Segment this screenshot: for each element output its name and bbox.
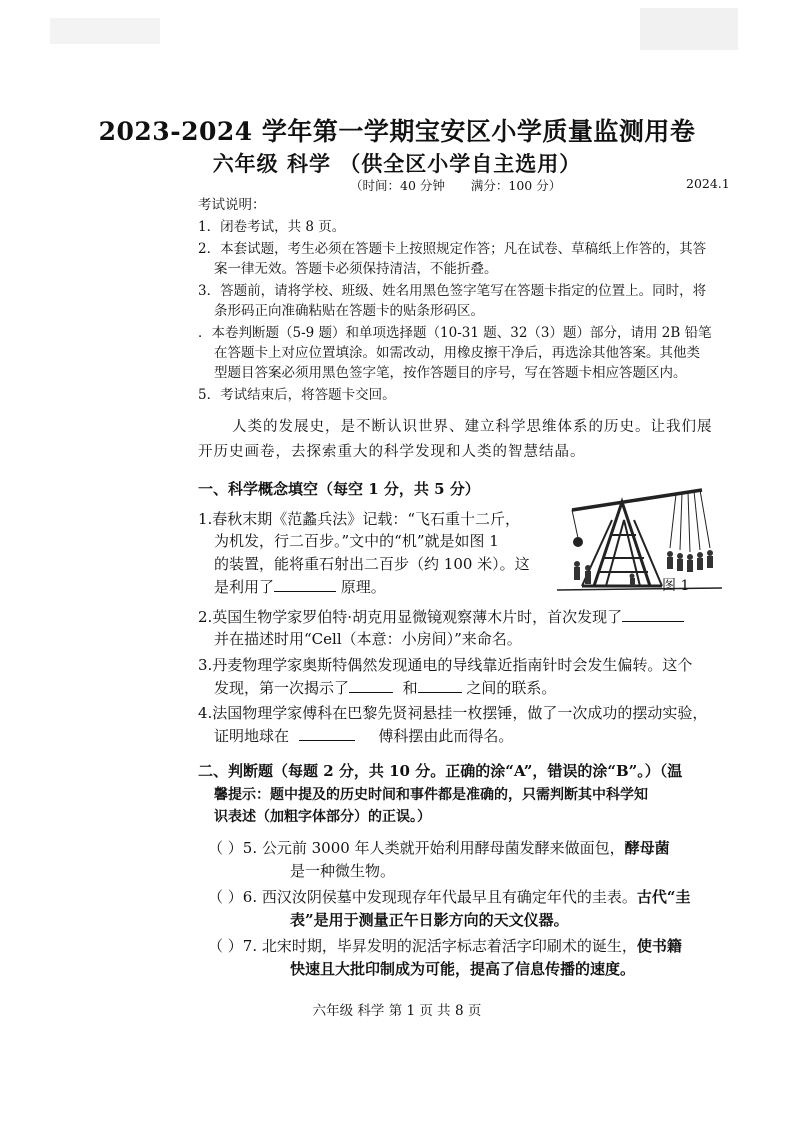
- section-1-heading: 一、科学概念填空（每空 1 分，共 5 分）: [198, 480, 480, 498]
- instruction-line: 型题目答案必须用黑色签字笔，按作答题目的序号，写在答题卡相应答题区内。: [214, 365, 687, 381]
- q4-answer-blank[interactable]: [299, 726, 355, 741]
- q1-answer-blank[interactable]: [274, 577, 336, 592]
- page-footer: 六年级 科学 第 1 页 共 8 页: [312, 1003, 482, 1019]
- q2-line-2: 并在描述时用“Cell（本意：小房间）”来命名。: [214, 630, 522, 648]
- q4-line-1: 4.法国物理学家傅科在巴黎先贤祠悬挂一枚摆锤，做了一次成功的摆动实验，: [198, 704, 708, 722]
- section-2-tip-2: 识表述（加粗字体部分）的正误。）: [214, 809, 431, 825]
- q2-answer-blank[interactable]: [622, 607, 684, 622]
- instruction-line: 3．答题前，请将学校、班级、姓名用黑色签字笔写在答题卡指定的位置上。同时，将: [198, 283, 707, 299]
- section-2-heading: 二、判断题（每题 2 分，共 10 分。正确的涂“A”，错误的涂“B”。）（温: [198, 762, 683, 780]
- scan-smudge-right: [640, 8, 738, 50]
- scan-smudge-left: [50, 18, 160, 44]
- q6-answer-bracket[interactable]: （ ）: [208, 888, 243, 906]
- intro-line-2: 开历史画卷，去探索重大的科学发现和人类的智慧结晶。: [198, 444, 586, 460]
- exam-meta: [350, 176, 583, 194]
- q5-answer-bracket[interactable]: （ ）: [208, 839, 243, 857]
- instruction-line: 1．闭卷考试，共 8 页。: [198, 219, 346, 235]
- q3-line-2: 发现，第一次揭示了 和 之间的联系。: [214, 679, 557, 697]
- q6-line-1: （ ）6. 西汉汝阴侯墓中发现现存年代最早且有确定年代的圭表。古代“圭: [208, 888, 691, 906]
- instructions-heading: 考试说明：: [198, 197, 266, 213]
- q3-answer-blank-2[interactable]: [418, 678, 462, 693]
- q5-line-2: 是一种微生物。: [290, 862, 396, 880]
- trebuchet-illustration: [552, 480, 727, 598]
- instruction-line: ．本卷判断题（5-9 题）和单项选择题（10-31 题、32（3）题）部分，请用 2B 铅笔: [198, 325, 712, 341]
- instruction-line: 在答题卡上对应位置填涂。如需改动，用橡皮擦干净后，再选涂其他答案。其他类: [214, 345, 700, 361]
- exam-subtitle: 六年级 科学 （供全区小学自主选用）: [212, 151, 582, 176]
- exam-score: 满分：100 分）: [470, 178, 562, 193]
- q7-line-2: 快速且大批印制成为可能，提高了信息传播的速度。: [290, 960, 636, 978]
- q7-line-1: （ ）7. 北宋时期，毕昇发明的泥活字标志着活字印刷术的诞生，使书籍: [208, 937, 682, 955]
- q6-line-2: 表”是用于测量正午日影方向的天文仪器。: [290, 911, 569, 929]
- q1-line-4: 是利用了 原理。: [214, 578, 386, 596]
- q3-line-1: 3.丹麦物理学家奥斯特偶然发现通电的导线靠近指南针时会发生偏转。这个: [198, 656, 693, 674]
- figure-1-caption: 图 1: [662, 578, 690, 594]
- instruction-line: 2．本套试题，考生必须在答题卡上按照规定作答；凡在试卷、草稿纸上作答的，其答: [198, 241, 707, 257]
- q3-answer-blank-1[interactable]: [349, 678, 393, 693]
- q5-line-1: （ ）5. 公元前 3000 年人类就开始利用酵母菌发酵来做面包，酵母菌: [208, 839, 670, 857]
- intro-line-1: 人类的发展史，是不断认识世界、建立科学思维体系的历史。让我们展: [232, 419, 713, 435]
- q2-line-1: 2.英国生物学家罗伯特·胡克用显微镜观察薄木片时，首次发现了: [198, 606, 684, 628]
- exam-time: （时间：40 分钟: [350, 178, 445, 193]
- q1-line-2: 为机发，行二百步。”文中的“机”就是如图 1: [214, 532, 499, 550]
- section-2-tip-1: 馨提示：题中提及的历史时间和事件都是准确的，只需判断其中科学知: [214, 787, 648, 803]
- q1-line-3: 的装置，能将重石射出二百步（约 100 米）。这: [214, 555, 530, 573]
- instruction-line: 条形码正向准确粘贴在答题卡的贴条形码区。: [214, 303, 484, 319]
- exam-date: 2024.1: [686, 176, 730, 191]
- q7-answer-bracket[interactable]: （ ）: [208, 937, 243, 955]
- q4-line-2: 证明地球在 傅科摆由此而得名。: [214, 727, 514, 745]
- instruction-line: 5．考试结束后，将答题卡交回。: [198, 387, 396, 403]
- instruction-line: 案一律无效。答题卡必须保持清洁，不能折叠。: [214, 261, 498, 277]
- q1-line-1: 1.春秋末期《范蠡兵法》记载：“飞石重十二斤，: [198, 510, 520, 528]
- exam-title: 2023-2024 学年第一学期宝安区小学质量监测用卷: [98, 117, 696, 146]
